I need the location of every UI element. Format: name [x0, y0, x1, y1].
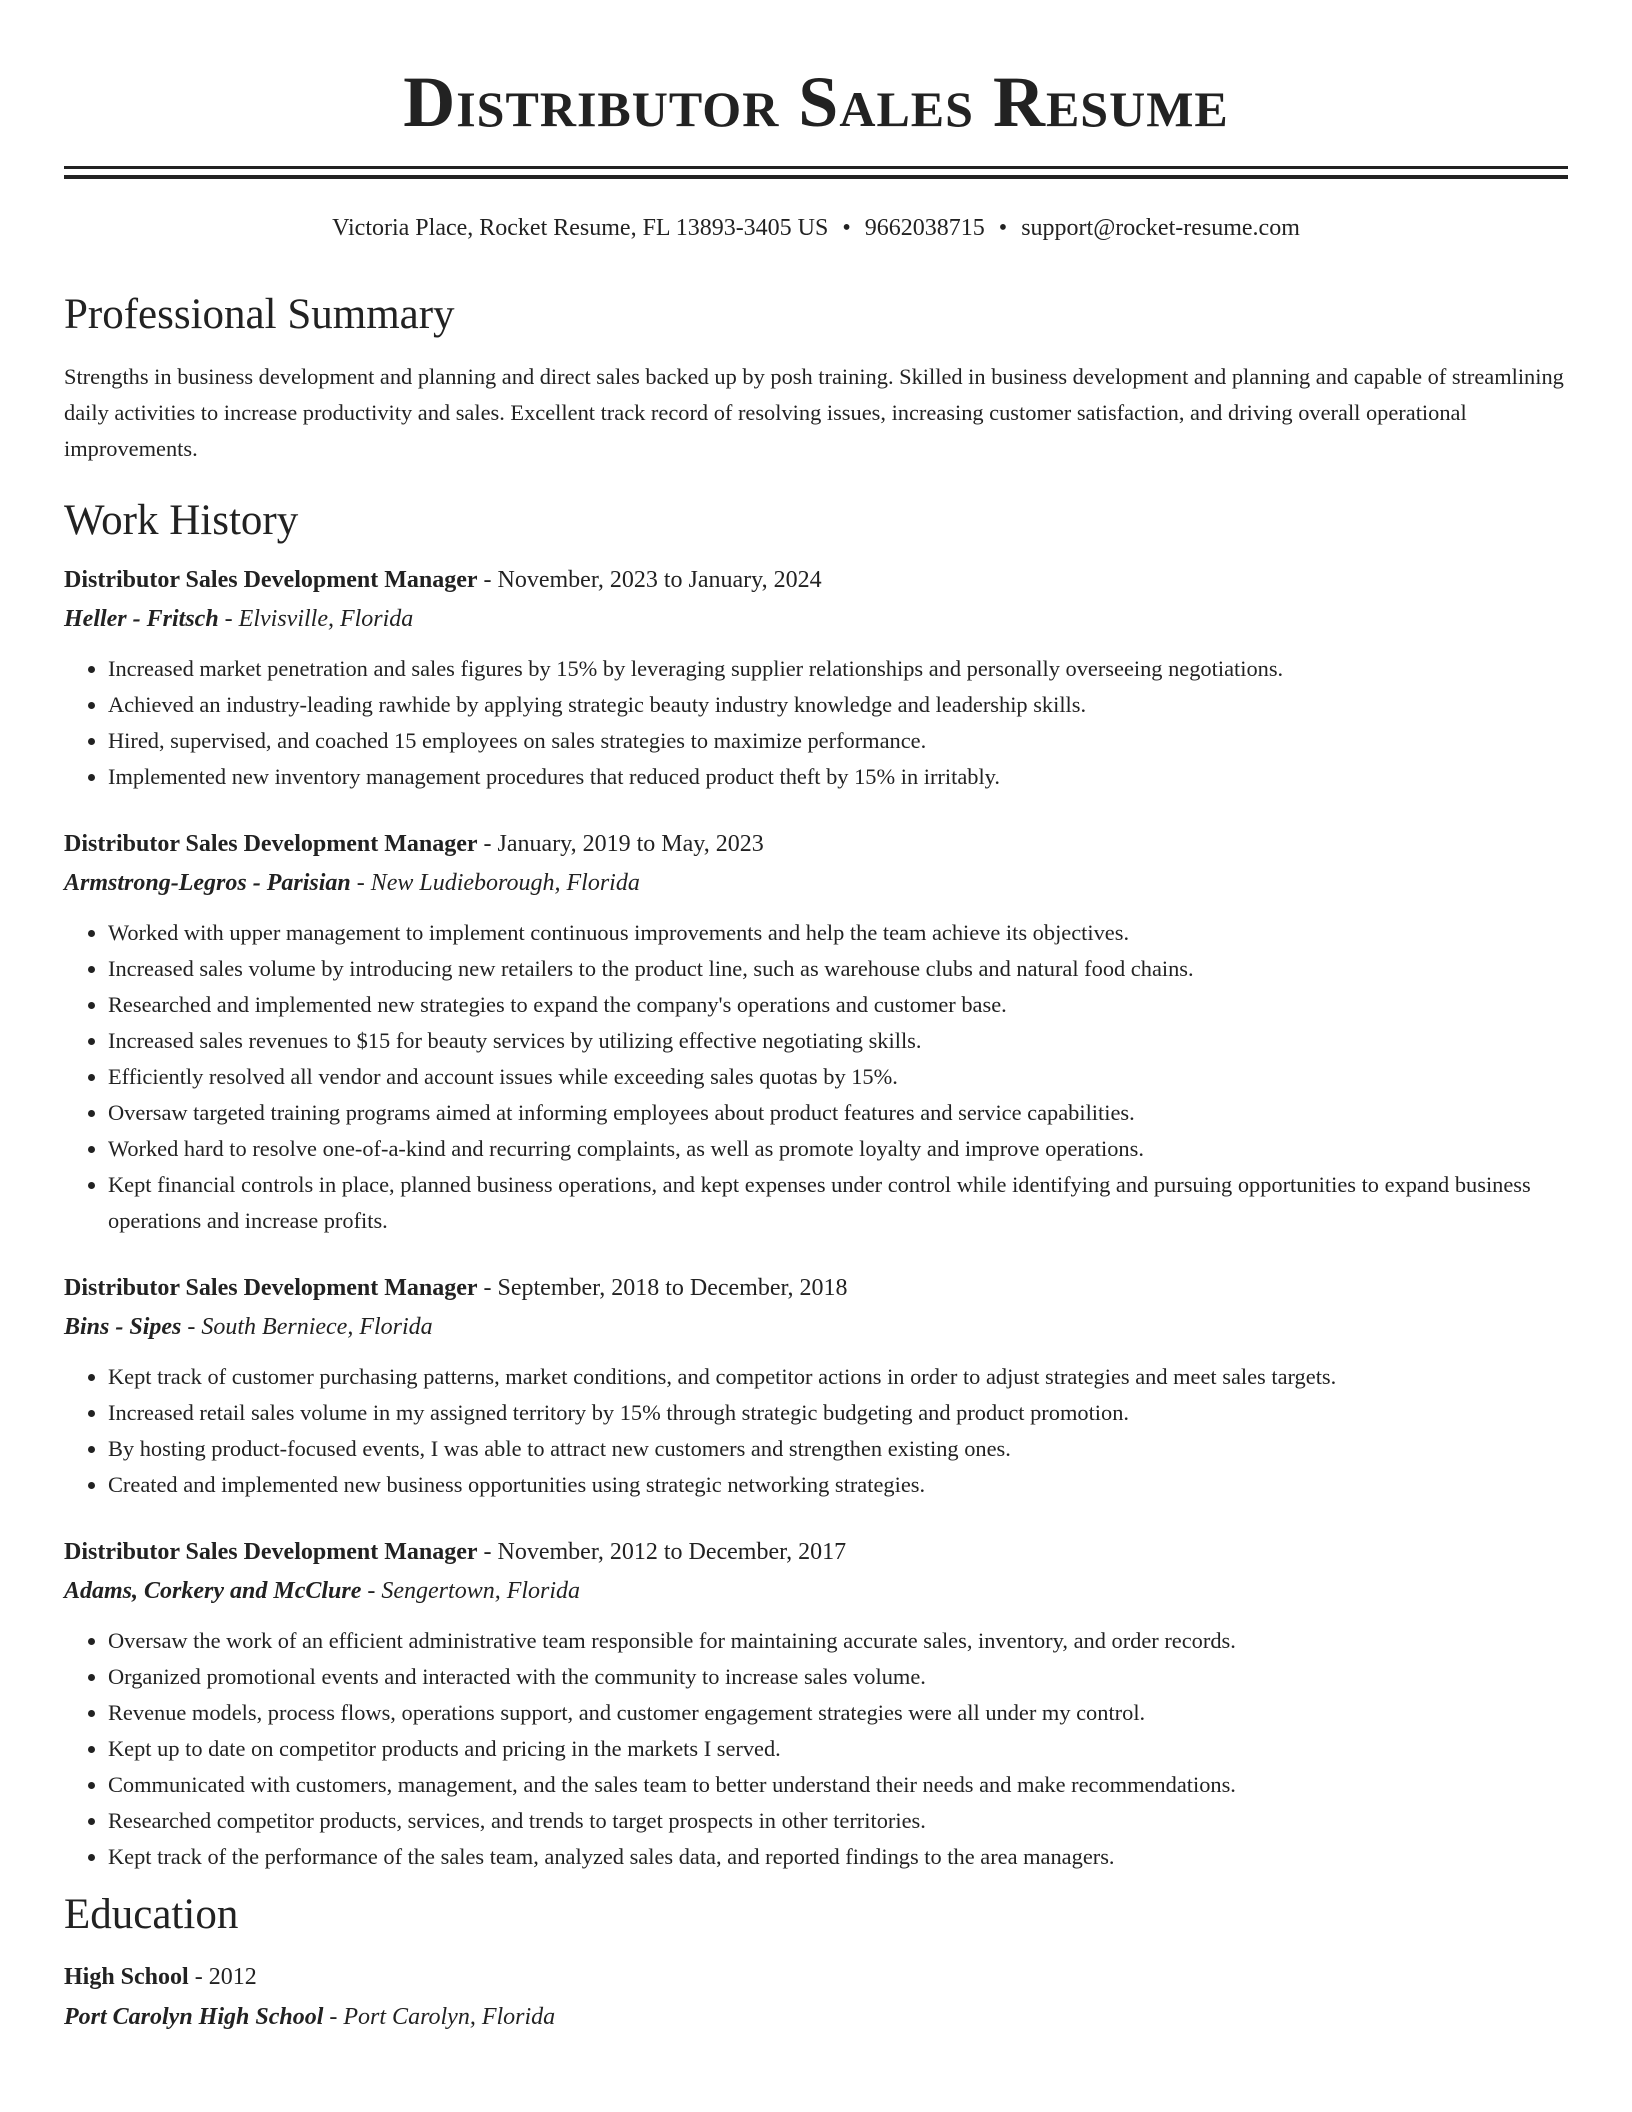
job-entry [64, 1533, 1568, 1875]
school-location: Port Carolyn, Florida [343, 2004, 556, 2030]
education-degree: High School [64, 1964, 189, 1990]
job-dash: - [477, 567, 498, 593]
duty-item: • Communicated with customers, management, and the sales team to better understand their needs and make recommendations. [108, 1767, 1568, 1803]
duty-item: • Researched competitor products, services, and trends to target prospects in other territories. [108, 1803, 1568, 1839]
employer-line [64, 1571, 1568, 1611]
employer-location: New Ludieborough, Florida [370, 870, 640, 896]
duty-item: • By hosting product-focused events, I was able to attract new customers and strengthen existing ones. [108, 1431, 1568, 1467]
contact-phone: 9662038715 [864, 215, 985, 241]
job-title: Distributor Sales Development Manager [64, 831, 478, 857]
job-title: Distributor Sales Development Manager [64, 567, 478, 593]
duty-item: • Efficiently resolved all vendor and account issues while exceeding sales quotas by 15%. [108, 1059, 1568, 1095]
contact-email: support@rocket-resume.com [1021, 215, 1300, 241]
job-dash: - [477, 1275, 498, 1301]
summary-text: Strengths in business development and planning and direct sales backed up by posh training. Skilled in business development and planning and capable of streamlining daily activities to increase productivity and sales. Excellent track record of resolving issues, increasing customer satisfaction, and driving overall operational improvements. [64, 364, 1564, 461]
duty-list [64, 651, 1568, 795]
title-rule-bottom [64, 175, 1568, 179]
employer-location: South Berniece, Florida [201, 1314, 433, 1340]
duty-item: • Kept financial controls in place, planned business operations, and kept expenses under control while identifying and pursuing opportunities to expand business operations and increase profits. [108, 1167, 1568, 1239]
job-header [64, 825, 1568, 863]
duty-item: • Oversaw the work of an efficient administrative team responsible for maintaining accurate sales, inventory, and order records. [108, 1623, 1568, 1659]
education-header [64, 1957, 1568, 1997]
contact-separator: • [998, 215, 1008, 241]
job-entry [64, 561, 1568, 795]
school-line [64, 1997, 1568, 2037]
duty-item: • Hired, supervised, and coached 15 employees on sales strategies to maximize performance. [108, 723, 1568, 759]
job-dates: September, 2018 to December, 2018 [497, 1275, 848, 1301]
employer-name: Bins - Sipes [64, 1314, 182, 1340]
job-header [64, 1533, 1568, 1571]
employer-line [64, 1307, 1568, 1347]
job-dash: - [477, 1539, 498, 1565]
job-entry [64, 825, 1568, 1239]
employer-name: Armstrong-Legros - Parisian [64, 870, 351, 896]
employer-dash: - [361, 1578, 382, 1604]
duty-item: • Achieved an industry-leading rawhide by applying strategic beauty industry knowledge and leadership skills. [108, 687, 1568, 723]
duty-item: • Organized promotional events and interacted with the community to increase sales volume. [108, 1659, 1568, 1695]
employer-location: Elvisville, Florida [238, 606, 414, 632]
job-dash: - [477, 831, 498, 857]
duty-item: • Increased market penetration and sales figures by 15% by leveraging supplier relationships and personally overseeing negotiations. [108, 651, 1568, 687]
school-dash: - [323, 2004, 344, 2030]
job-title: Distributor Sales Development Manager [64, 1539, 478, 1565]
contact-address: Victoria Place, Rocket Resume, FL 13893-3405 US [332, 215, 829, 241]
duty-item: • Kept track of the performance of the sales team, analyzed sales data, and reported findings to the area managers. [108, 1839, 1568, 1875]
school-name: Port Carolyn High School [64, 2004, 324, 2030]
employer-dash: - [218, 606, 239, 632]
resume-title: Distributor Sales Resume [403, 62, 1229, 142]
duty-item: • Kept track of customer purchasing patterns, market conditions, and competitor actions in order to adjust strategies and meet sales targets. [108, 1359, 1568, 1395]
employer-dash: - [350, 870, 371, 896]
duty-item: • Kept up to date on competitor products and pricing in the markets I served. [108, 1731, 1568, 1767]
duty-item: • Worked hard to resolve one-of-a-kind and recurring complaints, as well as promote loyalty and improve operations. [108, 1131, 1568, 1167]
job-entry [64, 1269, 1568, 1503]
job-header [64, 1269, 1568, 1307]
contact-separator: • [842, 215, 851, 241]
job-title: Distributor Sales Development Manager [64, 1275, 478, 1301]
duty-list [64, 1623, 1568, 1875]
duty-item: • Increased sales volume by introducing new retailers to the product line, such as warehouse clubs and natural food chains. [108, 951, 1568, 987]
employer-dash: - [181, 1314, 202, 1340]
employer-location: Sengertown, Florida [381, 1578, 581, 1604]
employer-line [64, 863, 1568, 903]
duty-item: • Created and implemented new business opportunities using strategic networking strategies. [108, 1467, 1568, 1503]
duty-item: • Researched and implemented new strategies to expand the company's operations and customer base. [108, 987, 1568, 1023]
job-dates: November, 2012 to December, 2017 [497, 1539, 847, 1565]
duty-item: • Revenue models, process flows, operations support, and customer engagement strategies were all under my control. [108, 1695, 1568, 1731]
education-entry [64, 1957, 1568, 2037]
title-rule-top [64, 166, 1568, 169]
duty-item: • Implemented new inventory management procedures that reduced product theft by 15% in irritably. [108, 759, 1568, 795]
employer-line [64, 599, 1568, 639]
education-heading: Education [64, 1891, 239, 1938]
duty-item: • Worked with upper management to implement continuous improvements and help the team achieve its objectives. [108, 915, 1568, 951]
job-dates: November, 2023 to January, 2024 [497, 567, 822, 593]
job-dates: January, 2019 to May, 2023 [497, 831, 764, 857]
work-history-heading: Work History [64, 497, 299, 544]
duty-list [64, 1359, 1568, 1503]
job-header [64, 561, 1568, 599]
education-year: 2012 [208, 1964, 257, 1990]
duty-list [64, 915, 1568, 1239]
contact-line [64, 213, 1568, 243]
duty-item: • Oversaw targeted training programs aimed at informing employees about product features and service capabilities. [108, 1095, 1568, 1131]
employer-name: Adams, Corkery and McClure [64, 1578, 362, 1604]
employer-name: Heller - Fritsch [64, 606, 219, 632]
education-dash: - [188, 1964, 209, 1990]
duty-item: • Increased sales revenues to $15 for beauty services by utilizing effective negotiating skills. [108, 1023, 1568, 1059]
duty-item: • Increased retail sales volume in my assigned territory by 15% through strategic budgeting and product promotion. [108, 1395, 1568, 1431]
summary-heading: Professional Summary [64, 291, 455, 338]
